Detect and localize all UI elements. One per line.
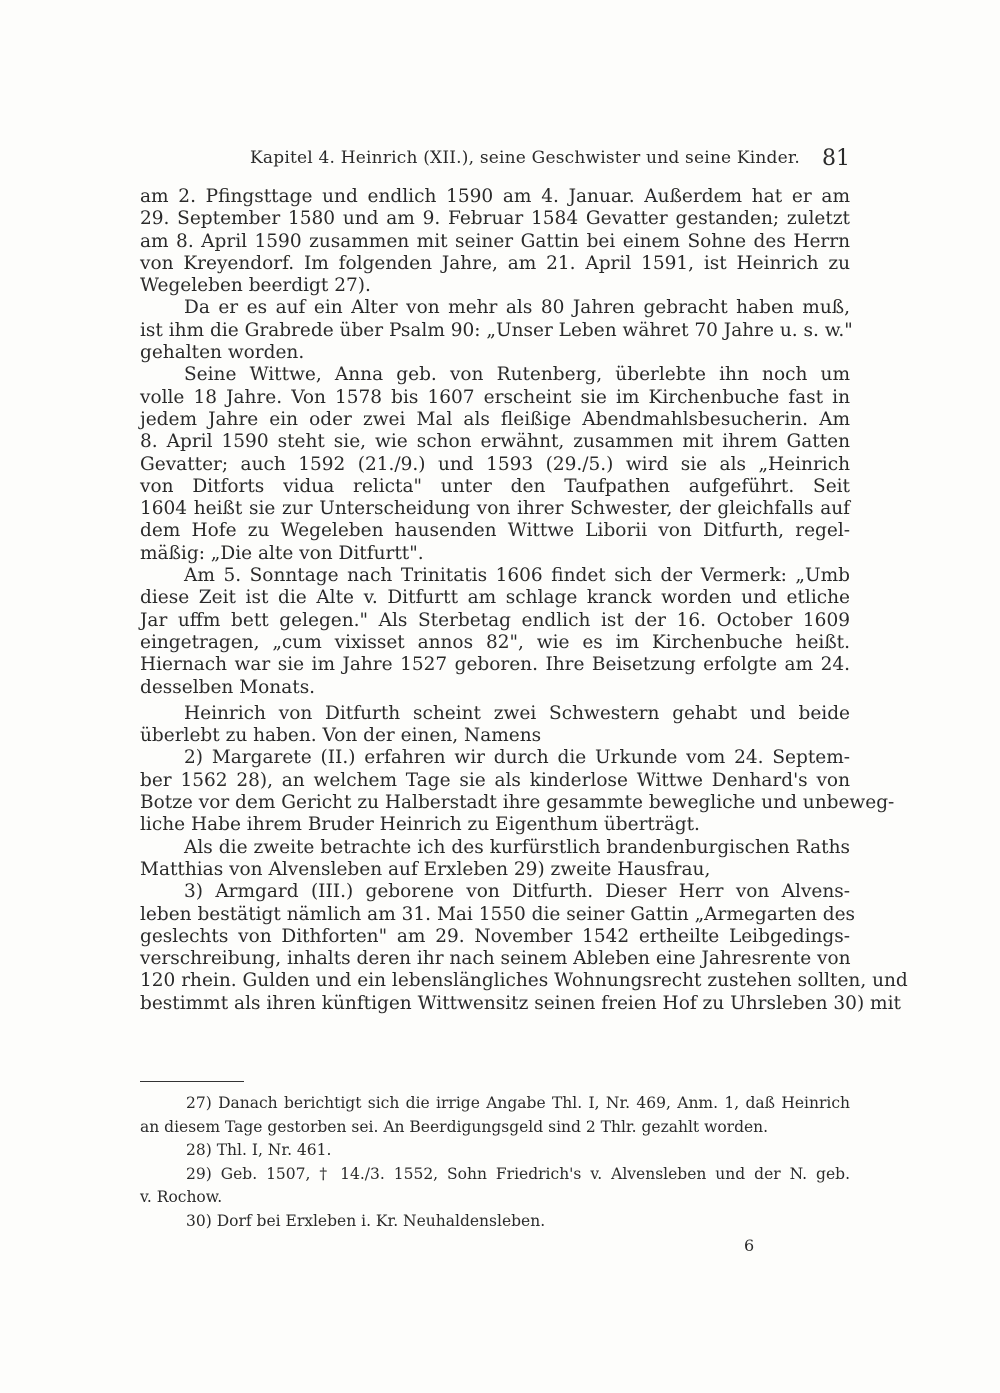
- footnote-line: 30) Dorf bei Erxleben i. Kr. Neuhaldensleben.: [186, 1211, 546, 1230]
- text-line: Jar uffm bett gelegen." Als Sterbetag endlich ist der 16. October 1609: [140, 609, 850, 631]
- text-line: von Ditforts vidua relicta" unter den Taufpathen aufgeführt. Seit: [140, 475, 850, 497]
- text-line: liche Habe ihrem Bruder Heinrich zu Eigenthum überträgt.: [140, 814, 700, 836]
- text-line: eingetragen, „cum vixisset annos 82", wie es im Kirchenbuche heißt.: [140, 631, 850, 653]
- text-line: mäßig: „Die alte von Ditfurtt".: [140, 542, 424, 564]
- footnote-line: 29) Geb. 1507, † 14./3. 1552, Sohn Friedrich's v. Alvensleben und der N. geb.: [186, 1164, 850, 1183]
- page-number: 81: [822, 146, 850, 171]
- footnote-line: v. Rochow.: [140, 1188, 223, 1206]
- text-line: Matthias von Alvensleben auf Erxleben 29) zweite Hausfrau,: [140, 858, 711, 880]
- text-line: am 2. Pfingsttage und endlich 1590 am 4. Januar. Außerdem hat er am: [140, 186, 850, 207]
- text-line: 1604 heißt sie zur Unterscheidung von ihrer Schwester, der gleichfalls auf: [140, 498, 850, 520]
- text-line: Hiernach war sie im Jahre 1527 geboren. Ihre Beisetzung erfolgte am 24.: [140, 654, 850, 676]
- text-line: Am 5. Sonntage nach Trinitatis 1606 findet sich der Vermerk: „Umb: [184, 565, 850, 587]
- footnote-rule: [140, 1081, 244, 1082]
- footnote-line: 27) Danach berichtigt sich die irrige Angabe Thl. I, Nr. 469, Anm. 1, daß Heinrich: [186, 1094, 850, 1112]
- footnote-line: 28) Thl. I, Nr. 461.: [186, 1141, 332, 1159]
- text-line: 2) Margarete (II.) erfahren wir durch die Urkunde vom 24. Septem-: [184, 747, 850, 769]
- text-line: Wegeleben beerdigt 27).: [140, 275, 371, 297]
- text-line: leben bestätigt nämlich am 31. Mai 1550 die seiner Gattin „Armegarten des: [140, 903, 856, 925]
- text-line: desselben Monats.: [140, 676, 316, 698]
- text-line: bestimmt als ihren künftigen Wittwensitz seinen freien Hof zu Uhrsleben 30) mit: [140, 992, 901, 1014]
- running-head: [140, 146, 850, 176]
- text-line: 3) Armgard (III.) geborene von Ditfurth. Dieser Herr von Alvens-: [184, 881, 850, 903]
- signature-mark: 6: [744, 1236, 755, 1255]
- text-line: gehalten worden.: [140, 342, 305, 364]
- running-title: Kapitel 4. Heinrich (XII.), seine Geschwister und seine Kinder.: [250, 148, 800, 168]
- text-line: verschreibung, inhalts deren ihr nach seinem Ableben eine Jahresrente von: [140, 948, 851, 970]
- text-line: Als die zweite betrachte ich des kurfürstlich brandenburgischen Raths: [184, 836, 850, 858]
- text-line: ist ihm die Grabrede über Psalm 90: „Unser Leben währet 70 Jahre u. s. w.": [140, 319, 853, 341]
- text-line: von Kreyendorf. Im folgenden Jahre, am 21. April 1591, ist Heinrich zu: [140, 252, 850, 274]
- text-line: 120 rhein. Gulden und ein lebenslängliches Wohnungsrecht zustehen sollten, und: [140, 970, 908, 992]
- text-line: überlebt zu haben. Von der einen, Namens: [140, 725, 542, 747]
- text-line: dem Hofe zu Wegeleben hausenden Wittwe Liborii von Ditfurth, regel-: [140, 520, 850, 542]
- text-line: Da er es auf ein Alter von mehr als 80 Jahren gebracht haben muß,: [184, 297, 850, 319]
- text-line: geslechts von Dithforten" am 29. November 1542 ertheilte Leibgedings-: [140, 925, 850, 947]
- text-line: ber 1562 28), an welchem Tage sie als kinderlose Wittwe Denhard's von: [140, 769, 850, 791]
- text-line: jedem Jahre ein oder zwei Mal als fleißige Abendmahlsbesucherin. Am: [140, 408, 850, 430]
- text-line: 29. September 1580 und am 9. Februar 1584 Gevatter gestanden; zuletzt: [140, 208, 850, 230]
- footnote-line: an diesem Tage gestorben sei. An Beerdigungsgeld sind 2 Thlr. gezahlt worden.: [140, 1117, 769, 1136]
- text-line: 8. April 1590 steht sie, wie schon erwähnt, zusammen mit ihrem Gatten: [140, 431, 850, 453]
- text-line: Botze vor dem Gericht zu Halberstadt ihre gesammte bewegliche und unbeweg-: [140, 792, 895, 814]
- footnotes: [140, 1092, 850, 1233]
- text-line: Gevatter; auch 1592 (21./9.) und 1593 (29./5.) wird sie als „Heinrich: [140, 453, 850, 475]
- text-line: Seine Wittwe, Anna geb. von Rutenberg, überlebte ihn noch um: [184, 364, 850, 386]
- text-line: diese Zeit ist die Alte v. Ditfurtt am schlage kranck worden und etliche: [140, 587, 850, 609]
- text-line: volle 18 Jahre. Von 1578 bis 1607 erscheint sie im Kirchenbuche fast in: [140, 386, 850, 408]
- text-line: Heinrich von Ditfurth scheint zwei Schwestern gehabt und beide: [184, 702, 850, 724]
- main-text: [140, 186, 908, 1015]
- text-line: am 8. April 1590 zusammen mit seiner Gattin bei einem Sohne des Herrn: [140, 230, 850, 252]
